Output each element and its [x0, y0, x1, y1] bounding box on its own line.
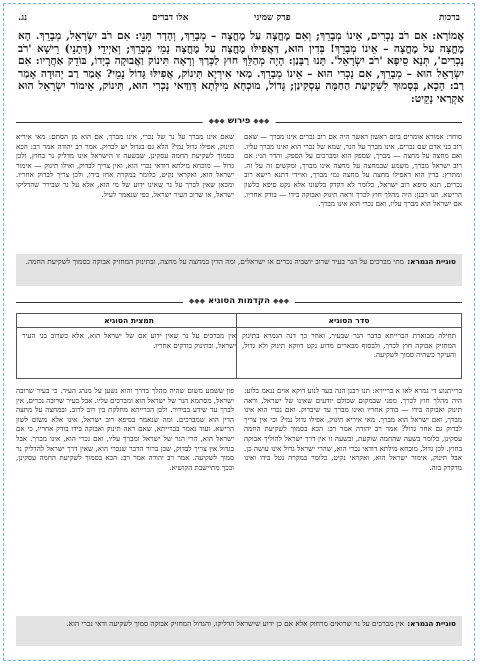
sugya-text-bottom: אין מברכים על נר שרואים מרחוק אלא אם כן ידוע שישראל הדליקו, והגדול המחזיק אבוקה סמוך לשקיעה ודאי נכרי הוא. — [66, 619, 404, 628]
sugya-label-bottom: סוגיית הגמרא: — [407, 619, 456, 628]
page-number: נג. — [18, 13, 28, 23]
sugya-box-top — [16, 254, 462, 286]
sugya-box-bottom — [16, 616, 462, 646]
seder-body: תחילה מבוארת הברייתא בדבר הנר שבעיר, ואחר כך דנה הגמרא בתינוק המחזיק אבוקה חוץ לכרך, ולבסוף מבארים מדוע נקט דווקא תינוק ולא גדול, והעיקר כשהיה סמוך לשקיעה. — [242, 331, 456, 360]
main-right-column: ברייתנוע די גמרא לאו א בריירא: תנו רבנן הנה בעד לנוע דוקא אוים ננאמ בלוע: היה מהלך חוץ לכרך. מפני שבמקום שכולם יודעים שאינו של ישראל, וראה תינוק ואבוקה בידו — בודק אחריו ואינו מברך עד שיבדוק. ואם נכרי הוא אינו מברך, ואם ישראל הוא מברך. מאי איריא תינוק, אפילו גדול נמי? וכי אין צריך לבדוק גם אחר גדול? אמר רב יהודה אמר רב: הכא בסמוך לשקיעת החמה עסקינן, כלומר בשעה שהחמה שוקעת, ובשעה זו אין דרך ישראל להוליך אבוקה בחוץ. לכן גדול, מוכחא מילתא דודאי נכרי הוא, שהרי ישראל גדול אינו עושה כן. אבל תינוק, אימור ישראל הוא, ואקראי נקיט, כלומר במקרה נטל בידו ואינו מדקדק בזה. — [244, 386, 462, 472]
tamtzit-column — [17, 314, 241, 378]
tractate-name: ברכות — [439, 13, 460, 23]
perush-divider: ◆◆◆ פירוש ◆◆◆ — [16, 116, 462, 128]
perush-right-column: סוחר: אמוראִ אומרים ביום ראשון ראשר היה אם רוב נכרים אינו מברך — שאם רוב בני אדם שם נכרים, אינו מברך על הנר, שמא של נכרי הוא ואינו מברך עליו. ואם מחצה על מחצה — מברך, שספק הוא ומברכים על הספק. והדר תני: אם רוב ישראל מברך, משמע שבמחצה על מחצה אינו מברך, ומקשים זה על זה. ומתרץ: בדין הוא דאפילו מחצה על מחצה נמי מברך, ואיידי דתנא רישא רוב נכרים, תנא סיפא רוב ישראל, כלומר לא דקדק בלשונו אלא נקט סיפא כלשון הרישא. תנו רבנן: היה מהלך חוץ לכרך וראה תינוק ואבוקה בידו — בודק אחריו, אם ישראל הוא מברך עליו, ואם נכרי הוא אינו מברך. — [244, 132, 462, 209]
hakdamot-divider: ◆◆◆ הקדמות הסוגיא ◆◆◆ — [16, 296, 462, 308]
tamtzit-body: אין מברכים על נר שאין ידוע אם של ישראל הוא, אלא כשרוב בני העיר ישראל, ובתינוק בודקים אחריו. — [22, 331, 236, 350]
gemara-text: אֲמוֹרָא: אִם רֹב נָכְרִים, אֵינוֹ מְבָרֵךְ; וְאִם מֶחֱצָה עַל מֶחֱצָה – מְבָרֵךְ, וְהָדָר תָּנֵי: אִם רֹב יִשְׂרָאֵל, מְבָרֵךְ. הָא מֶחֱצָה עַל מֶחֱצָה – אֵינוֹ מְבָרֵךְ! בְּדִין הוּא, דַּאֲפִילּוּ מֶחֱצָה עַל מֶחֱצָה נָמֵי מְבָרֵךְ; וְאַיְידֵי (דְּתָנֵי) רֵישָׁא 'רֹב נָכְרִים', תְּנָא סֵיפָא 'רֹב יִשְׂרָאֵל'. תָּנוּ רַבָּנַן: הָיָה מְהַלֵּךְ חוּץ לַכְּרַךְ וְרָאָה תִּינוֹק וַאֲבוּקָה בְיָדוֹ, בּוֹדֵק אַחֲרָיו: אִם יִשְׂרָאֵל הוּא – מְבָרֵךְ, אִם נָכְרִי הוּא – אֵינוֹ מְבָרֵךְ. מַאי אִירְיָא תִּינוֹק, אֲפִילּוּ גָּדוֹל נָמֵי? אָמַר רַב יְהוּדָה אָמַר רַב: הָכָא, בְּסָמוּךְ לִשְׁקִיעַת הַחַמָּה עָסְקִינַן; גָּדוֹל, מוּכְחָא מִילְּתָא דְּוַדַּאי נָכְרִי הוּא, תִּינוֹק, אֵימוֹר יִשְׂרָאֵל הוּא אַקְרַאי נָקֵיט: — [18, 30, 464, 105]
seder-heading: סדר הסוגיא — [237, 314, 461, 328]
chapter-name: אלו דברים — [152, 13, 189, 23]
sugya-text: מתי מברכים על הנר בעיר שרוב יושביה נכרים או ישראלים, ומה הדין במחצה על מחצה, ובתינוק המחזיק אבוקה בסמוך לשקיעת החמה. — [25, 257, 404, 266]
main-left-column: פון ששמע משום שהיה מהלך בדרך והוא נשען על מנהג העיר. כי בעיר שרובה ישראל, מסתמא הנר של ישראל הוא ומברכים עליו. אבל בעיר שרובה נכרים, אין לברך עד שידע בבירור. ולכן הברייתא מחלקת בין רוב לרוב. ובמחצה על מחצה הדין הוא שמברכים. ומה שנאמר בסיפא רוב ישראל, אינו אלא משום לשון הרישא. ועוד נאמר בברייתא, שאם ראה תינוק ואבוקה בידו בודק אחריו, כי אם ישראל הוא, הרי הנר של ישראל ומברך עליו, ואם נכרי הוא, אינו מברך. אבל בגדול אין צריך לבדוק, שכן ברור הדבר שנכרי הוא, שאין דרך ישראל להדליק נר סמוך לשקיעה. אמר רב יהודה אמר רב: הכא בסמוך לשקיעת החמה עסקינן, ובכך מתיישבת הקושיא. — [16, 386, 234, 472]
seder-column — [236, 314, 461, 378]
main-columns — [16, 386, 462, 610]
sugya-label: סוגיית הגמרא: — [407, 257, 456, 266]
perush-left-column: שאם אינו מברך על נר של נכרי, אינו מברך, אם הוא מן הסתם: מאי איריא תינוק, אפילו גדול נמי? הלא גם בגדול יש לבדוק. אמר רב יהודה אמר רב: הכא בסמוך לשקיעת החמה עסקינן, שבשעה זו הישראל אינו מדליק נר בחוץ, ולכן גדול — מוכחא מילתא דודאי נכרי הוא, ואין צריך לבדוק, ואילו תינוק — אימור ישראל הוא, ואקראי נקיט, כלומר במקרה אחז בידו, ולכן צריך לבדוק אחריו. ומכאן שאין לברך על נר שאינו ידוע של מי הוא, אלא על נר שבירר שהדליקו ישראל, או שרוב העיר ישראל, כפי שנאמר לעיל. — [16, 132, 234, 199]
perush-label: פירוש — [227, 116, 251, 126]
page-header — [14, 12, 464, 28]
pereq-label: פרק שמיני — [254, 13, 291, 23]
perush-columns — [16, 132, 462, 250]
tamtzit-heading: תמצית הסוגיא — [17, 314, 241, 328]
hakdamot-label: הקדמות הסוגיא — [208, 296, 270, 306]
hakdamot-box — [16, 313, 462, 379]
page — [3, 3, 475, 661]
